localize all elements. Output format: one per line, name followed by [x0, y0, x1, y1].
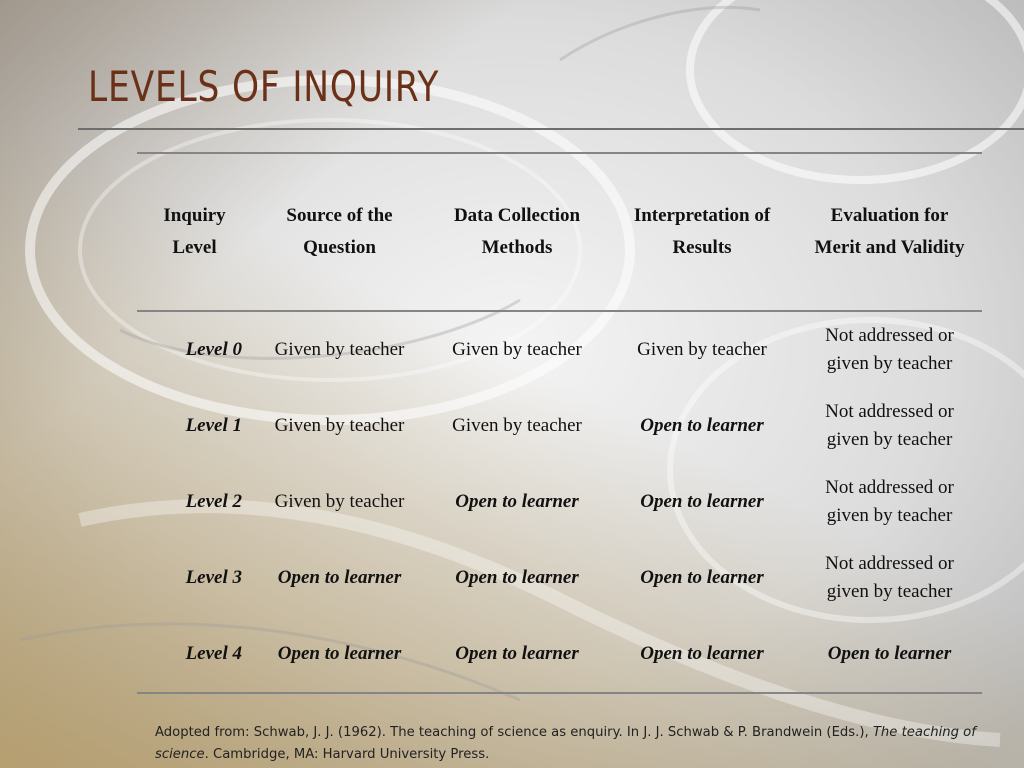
evaluation-cell: Open to learner [797, 616, 982, 693]
source-cell: Open to learner [252, 616, 427, 693]
level-cell: Level 1 [185, 415, 242, 436]
source-cell: Given by teacher [274, 415, 405, 436]
source-cell: Given by teacher [274, 339, 405, 360]
title-divider [78, 128, 1024, 130]
data-collection-cell: Open to learner [427, 616, 607, 693]
data-collection-cell: Open to learner [455, 491, 579, 512]
citation-footnote: Adopted from: Schwab, J. J. (1962). The teaching of science as enquiry. In J. J. Schwab & P. Brandwein (Eds.), The teaching of science. Cambridge, MA: Harvard University Press. [155, 725, 976, 762]
inquiry-levels-table [137, 152, 982, 694]
interpretation-cell: Open to learner [607, 616, 797, 693]
source-cell: Open to learner [277, 567, 402, 588]
level-cell: Level 4 [137, 616, 252, 693]
header-evaluation-merit-validity: Evaluation for Merit and Validity [797, 153, 982, 311]
slide-title: LEVELS OF INQUIRY [88, 62, 440, 111]
interpretation-cell: Given by teacher [637, 339, 767, 360]
level-cell: Level 2 [185, 491, 242, 512]
source-cell: Given by teacher [274, 491, 405, 512]
evaluation-cell: Not addressed or given by teacher [825, 401, 954, 450]
header-interpretation-of-results: Interpretation of Results [607, 153, 797, 311]
interpretation-cell: Open to learner [640, 491, 764, 512]
table-header-row [137, 153, 982, 311]
evaluation-cell: Not addressed or given by teacher [825, 553, 954, 602]
data-collection-cell: Given by teacher [452, 339, 582, 360]
table-row [137, 388, 982, 464]
table-row [137, 311, 982, 388]
citation-book-title: The teaching of science [155, 725, 976, 762]
interpretation-cell: Open to learner [640, 567, 764, 588]
level-cell: Level 0 [185, 339, 242, 360]
header-inquiry-level: Inquiry Level [137, 153, 252, 311]
table-row [137, 464, 982, 540]
evaluation-cell: Not addressed or given by teacher [825, 477, 954, 526]
header-source-of-question: Source of the Question [252, 153, 427, 311]
table-row [137, 616, 982, 693]
table-row [137, 540, 982, 616]
data-collection-cell: Given by teacher [452, 415, 582, 436]
level-cell: Level 3 [185, 567, 242, 588]
evaluation-cell: Not addressed or given by teacher [825, 325, 954, 374]
interpretation-cell: Open to learner [640, 415, 764, 436]
data-collection-cell: Open to learner [455, 567, 579, 588]
header-data-collection-methods: Data Collection Methods [427, 153, 607, 311]
